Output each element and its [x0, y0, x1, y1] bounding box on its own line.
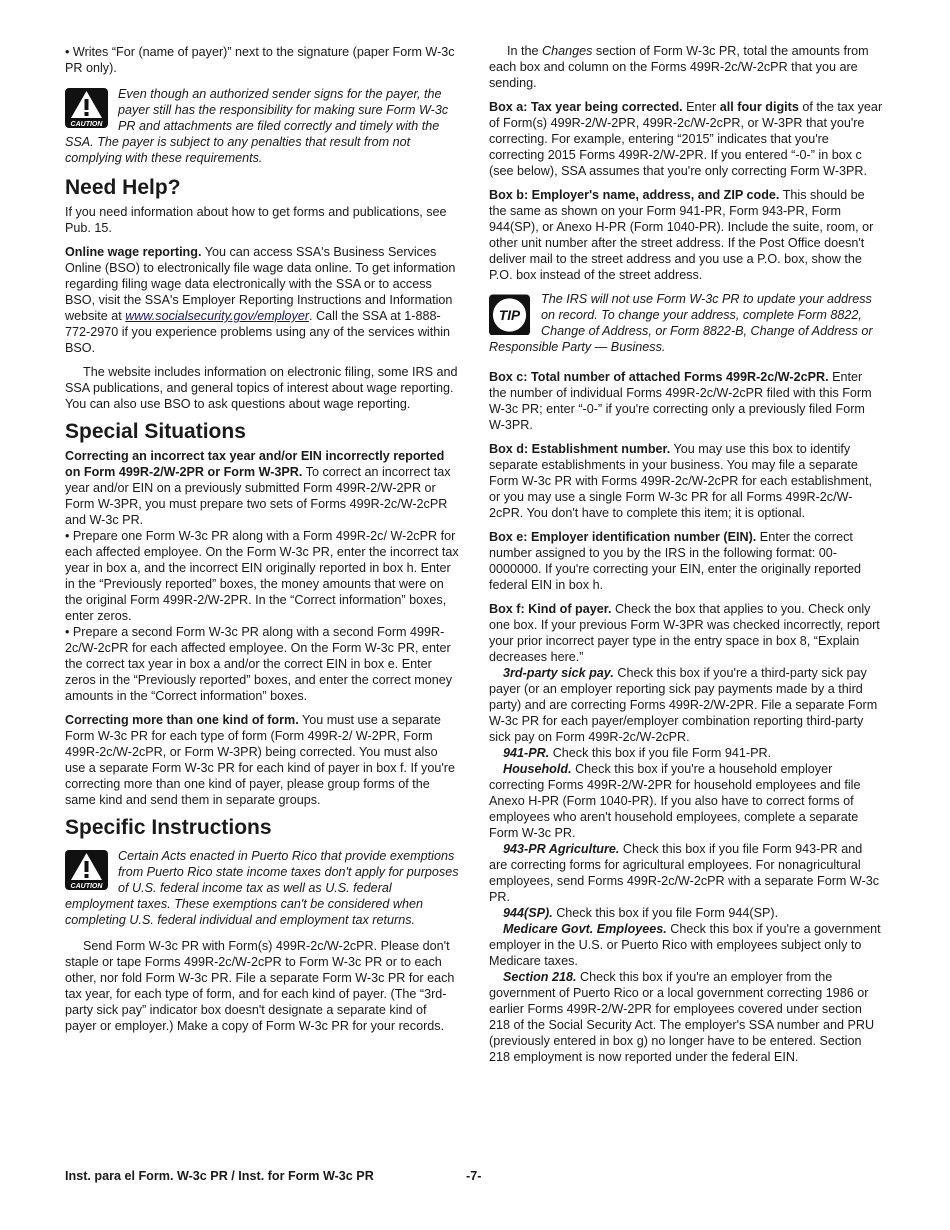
payer-kinds [489, 665, 883, 1065]
page-number: -7- [466, 1169, 482, 1183]
caution-icon [65, 850, 108, 890]
box-b: Box b: Employer's name, address, and ZIP code. This should be the same as shown on your Form 941-PR, Form 943-PR, Form 944(SP), or Anexo H-PR (Form 1040-PR). Include the suite, room, or other unit number after the street address. If the Post Office doesn't deliver mail to the street address and you use a P.O. box, show the P.O. box instead of the street address. [489, 188, 874, 282]
correcting-more-than-one: Correcting more than one kind of form. You must use a separate Form W-3c PR for each type of form (Form 499R-2/ W-2PR, Form 499R-2c/W-2cPR, or Form W-3PR) being corrected. You must also use a separate Form W-3c PR for each kind of payer in box f. If you're correcting more than one kind of payer, please group forms of the same kind and send them in separate groups. [65, 713, 455, 807]
bullet-second-set: • Prepare a second Form W-3c PR along with a second Form 499R-2c/W-2cPR for each affected employee. On the Form W-3c PR, enter the correct tax year in box a and/or the correct EIN in box e. Enter zeros in the “Previously reported” boxes, and enter the correct money amounts in the “Correct information” boxes. [65, 625, 453, 703]
kind-944sp: 944(SP). Check this box if you file Form 944(SP). [503, 906, 779, 920]
caution-note-2: CAUTION Certain Acts enacted in Puerto Rico that provide exemptions from Puerto Rico state income taxes don't apply for purposes of U.S. federal income tax as well as U.S. federal employment taxes. These exemptions can't be considered when completing U.S. federal individual and employment tax returns. [65, 849, 459, 927]
box-a: Box a: Tax year being corrected. Enter all four digits of the tax year of Form(s) 499R-2/W-2PR, 499R-2c/W-2cPR, or W-3PR that you're correcting. For example, entering “2015” indicates that you're correcting 2015 Forms 499R-2/W-2PR. If you entered “-0-” in box c (see below), SSA assumes that you're only correcting Form W-3PR. [489, 100, 883, 178]
svg-text:CAUTION: CAUTION [70, 121, 103, 128]
changes-text: In the Changes section of Form W-3c PR, total the amounts from each box and column on the Forms 499R-2c/W-2cPR that you are sending. [489, 44, 869, 90]
left-column [65, 44, 459, 1042]
footer-title: Inst. para el Form. W-3c PR / Inst. for Form W-3c PR [65, 1169, 374, 1183]
website-info: The website includes information on electronic filing, some IRS and SSA publications, and general topics of interest about wage reporting. You can also use BSO to ask questions about wage reporting. [65, 365, 458, 411]
kind-household: Household. Check this box if you're a household employer correcting Forms 499R-2/W-2PR for household employees and file Anexo H-PR (Form 1040-PR). If you also have to correct forms of employees who aren't household employees, complete a separate Form W-3c PR. [489, 762, 861, 840]
right-column [489, 43, 883, 1065]
kind-medicare: Medicare Govt. Employees. Check this box if you're a government employer in the U.S. or Puerto Rico with employees subject only to Medicare taxes. [489, 922, 881, 968]
svg-text:CAUTION: CAUTION [70, 883, 103, 890]
online-wage-reporting: Online wage reporting. You can access SSA's Business Services Online (BSO) to electronically file wage data online. To get information regarding filing wage data electronically with the SSA or to access BSO, visit the SSA's Employer Reporting Instructions and Information website at www.socialsecurity.gov/employer. Call the SSA at 1-888-772-2970 if you experience problems using any of the services within BSO. [65, 245, 456, 355]
kind-943pr: 943-PR Agriculture. Check this box if you file Form 943-PR and are correcting forms for agricultural employees. For nonagricultural employees, send Forms 499R-2c/W-2cPR with a separate Form W-3c PR. [489, 842, 880, 904]
caution-note: CAUTION Even though an authorized sender signs for the payer, the payer still has the responsibility for making sure Form W-3c PR and attachments are filed correctly and timely with the SSA. The payer is subject to any penalties that result from not complying with these requirements. [65, 87, 449, 165]
box-d: Box d: Establishment number. You may use this box to identify separate establishments in your business. You may file a separate Form W-3c PR with Forms 499R-2c/W-2cPR for each establishment, or you may use a single Form W-3c PR for all Forms 499R-2c/W-2cPR. You don't have to complete this item; it is optional. [489, 442, 873, 520]
bullet-writes: • Writes “For (name of payer)” next to the signature (paper Form W-3c PR only). [65, 45, 455, 75]
tip-icon [489, 293, 531, 335]
caution-icon [65, 88, 108, 128]
heading-need-help: Need Help? [65, 176, 181, 199]
need-help-text: If you need information about how to get forms and publications, see Pub. 15. [65, 205, 447, 235]
ssa-employer-link[interactable]: www.socialsecurity.gov/employer [125, 309, 310, 323]
send-form-text: Send Form W-3c PR with Form(s) 499R-2c/W-2cPR. Please don't staple or tape Forms 499R-2c/W-2cPR to Form W-3c PR or to each other, nor fold Form W-3c PR. File a separate Form W-3c PR for each tax year, for each type of form, and for each kind of payer. (The “3rd-party sick pay” indicator box doesn't designate a separate kind of payer or employer.) Make a copy of Form W-3c PR for your records. [65, 939, 455, 1033]
kind-941pr: 941-PR. Check this box if you file Form 941-PR. [503, 746, 772, 760]
correcting-tax-year: Correcting an incorrect tax year and/or EIN incorrectly reported on Form 499R-2/W-2PR or Form W-3PR. To correct an incorrect tax year and/or EIN on a previously submitted Form 499R-2/W-2PR or Form W-3PR, you must prepare two sets of Forms 499R-2c/W-2cPR and W-3c PR. [65, 449, 451, 527]
box-f: Box f: Kind of payer. Check the box that applies to you. Check only one box. If your previous Form W-3PR was checked incorrectly, report your prior incorrect payer type in the entry space in box 8, “Explain decreases here.” [489, 602, 880, 664]
box-c: Box c: Total number of attached Forms 499R-2c/W-2cPR. Enter the number of individual Forms 499R-2c/W-2cPR filed with this Form W-3c PR; enter “-0-” if you're correcting only a previously filed Form W-3PR. [489, 370, 872, 432]
kind-section-218: Section 218. Check this box if you're an employer from the government of Puerto Rico or a local government correcting 1986 or earlier Forms 499R-2/W-2PR for employees covered under section 218 of the Social Security Act. The employer's SSA number and PRU (previously entered in box g) no longer have to be entered. Section 218 employment is now reported under the federal EIN. [489, 970, 875, 1064]
box-e: Box e: Employer identification number (EIN). Enter the correct number assigned to you by the IRS in the following format: 00-0000000. If you're correcting your EIN, enter the originally reported federal EIN in box h. [489, 530, 862, 592]
tip-note: TIP The IRS will not use Form W-3c PR to update your address on record. To change your address, complete Form 8822, Change of Address, or Form 8822-B, Change of Address or Responsible Party — Business. [489, 292, 873, 354]
svg-text:TIP: TIP [498, 307, 521, 323]
bullet-first-set: • Prepare one Form W-3c PR along with a Form 499R-2c/ W-2cPR for each affected employee. On the Form W-3c PR, enter the incorrect tax year in box a, and the incorrect EIN originally reported in box h. Enter in the “Previously reported” boxes, the money amounts that were on the original Form 499R-2/W-2PR. In the “Correct information” boxes, enter zeros. [65, 529, 459, 623]
heading-special-situations: Special Situations [65, 420, 246, 443]
kind-3rd-party: 3rd-party sick pay. Check this box if you're a third-party sick pay payer (or an employer reporting sick pay payments made by a third party) and are correcting Forms 499R-2/W-2PR. File a separate Form W-3c PR for each payer/employer combination reporting third-party sick pay on Form 499R-2c/W-2cPR. [489, 666, 878, 744]
heading-specific-instructions: Specific Instructions [65, 816, 272, 839]
